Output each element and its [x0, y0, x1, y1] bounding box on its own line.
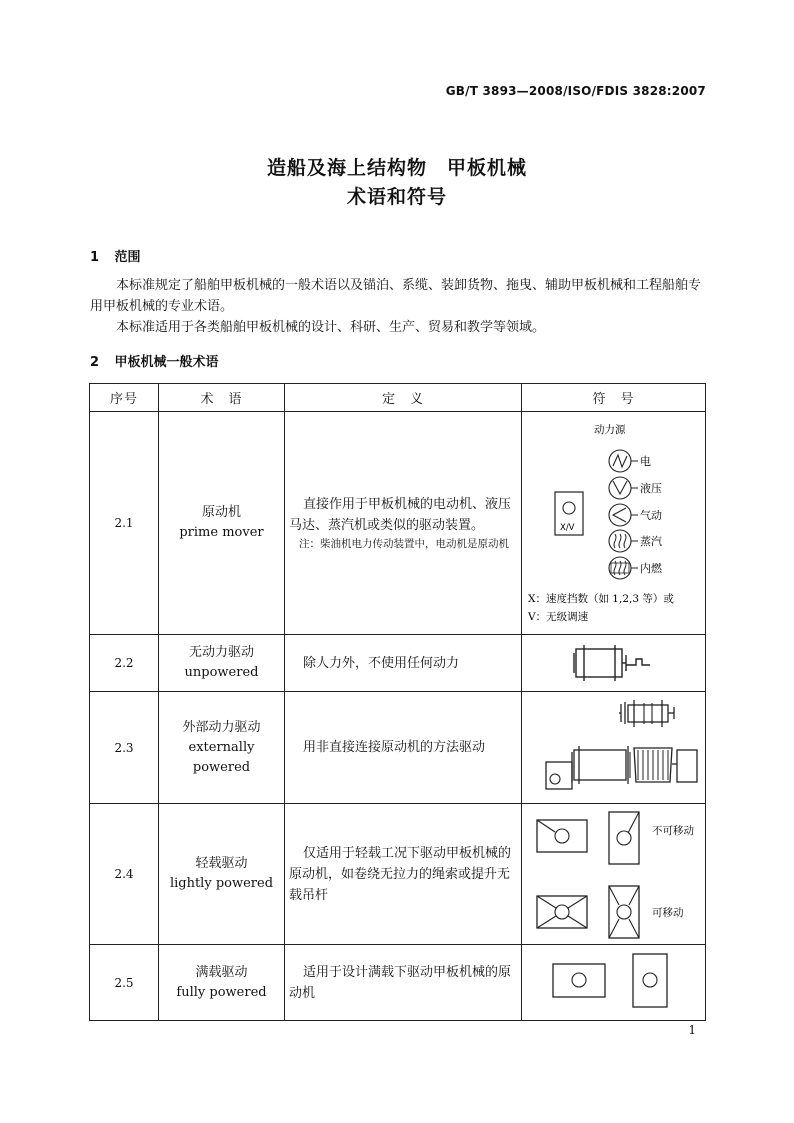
- row-number: 2.3: [90, 692, 159, 804]
- movable-label: 可移动: [652, 907, 684, 919]
- term-cell: [159, 635, 285, 692]
- source-label: 气动: [640, 509, 662, 522]
- prime-mover-symbol: [522, 412, 706, 634]
- fixed-vertical-icon: [633, 954, 667, 1007]
- definition-text: 适用于设计满载下驱动甲板机械的原动机: [289, 964, 512, 1001]
- source-label: 液压: [640, 482, 662, 495]
- term-cell: [159, 412, 285, 635]
- document-title: 造船及海上结构物 甲板机械: [266, 157, 527, 179]
- fixed-label: 不可移动: [652, 825, 694, 837]
- symbol-cell: [522, 692, 706, 804]
- source-label: 电: [640, 455, 651, 468]
- row-number: 2.5: [90, 945, 159, 1021]
- section-number: 1: [90, 250, 100, 265]
- table-header-row: [90, 384, 706, 412]
- document-subtitle: 术语和符号: [346, 186, 447, 208]
- definition-cell: [285, 412, 522, 635]
- symbol-cell: [522, 412, 706, 635]
- externally-powered-icon: [522, 692, 706, 803]
- definition-text: 直接作用于甲板机械的电动机、液压马达、蒸汽机或类似的驱动装置。: [289, 496, 512, 533]
- section-title: 甲板机械一般术语: [114, 355, 219, 370]
- definition-text: 除人力外，不使用任何动力: [303, 655, 460, 671]
- table-row: [90, 412, 706, 635]
- legend-x: X：速度挡数（如 1,2,3 等）或: [528, 593, 674, 605]
- term-en: fully powered: [176, 984, 267, 1000]
- row-number: 2.2: [90, 635, 159, 692]
- definition-text: 仅适用于轻载工况下驱动甲板机械的原动机，如卷绕无拉力的绳索或提升无载吊杆: [289, 845, 512, 903]
- term-zh: 轻载驱动: [195, 856, 248, 871]
- terms-table: [89, 383, 706, 1021]
- power-source-label: 动力源: [594, 424, 626, 436]
- header-symbol: 符 号: [522, 384, 706, 412]
- table-row: [90, 804, 706, 945]
- legend-v: V：无级调速: [528, 611, 589, 623]
- definition-note: 注：柴油机电力传动装置中，电动机是原动机: [299, 537, 509, 550]
- unpowered-winch-icon: [522, 635, 706, 691]
- hydraulic-icon: [609, 477, 631, 499]
- term-zh: 外部动力驱动: [182, 719, 261, 735]
- header-definition: 定 义: [285, 384, 522, 412]
- header-no: 序号: [90, 384, 159, 412]
- table-row: [90, 635, 706, 692]
- term-en: unpowered: [184, 665, 259, 680]
- fully-powered-symbols: [522, 945, 706, 1020]
- motor-box-label: X/V: [560, 523, 575, 533]
- definition-cell: [285, 635, 522, 692]
- source-label: 蒸汽: [640, 535, 662, 548]
- section-1-heading: [90, 246, 141, 265]
- section-title: 范围: [114, 250, 141, 265]
- term-zh: 原动机: [201, 505, 241, 520]
- term-zh: 满载驱动: [195, 964, 248, 980]
- definition-text: 用非直接连接原动机的方法驱动: [303, 740, 486, 755]
- row-number: 2.4: [90, 804, 159, 945]
- term-cell: [159, 945, 285, 1021]
- symbol-cell: [522, 804, 706, 945]
- term-zh: 无动力驱动: [188, 645, 254, 660]
- symbol-cell: [522, 635, 706, 692]
- table-row: [90, 945, 706, 1021]
- section-2-heading: [90, 351, 219, 370]
- section-number: 2: [90, 355, 100, 370]
- standard-code: GB/T 3893—2008/ISO/FDIS 3828:2007: [445, 84, 706, 98]
- scope-paragraph-1: 本标准规定了船舶甲板机械的一般术语以及锚泊、系缆、装卸货物、拖曳、辅助甲板机械和工程船舶专用甲板机械的专业术语。: [90, 278, 702, 314]
- definition-cell: [285, 692, 522, 804]
- symbol-cell: [522, 945, 706, 1021]
- term-en: externally powered: [188, 739, 255, 775]
- definition-cell: [285, 945, 522, 1021]
- term-cell: [159, 804, 285, 945]
- term-en: prime mover: [179, 525, 264, 540]
- scope-paragraph-2: 本标准适用于各类船舶甲板机械的设计、科研、生产、贸易和教学等领域。: [116, 320, 546, 335]
- fixed-horizontal-icon: [553, 964, 605, 997]
- row-number: 2.1: [90, 412, 159, 635]
- source-label: 内燃: [640, 562, 662, 575]
- motor-circle-icon: [563, 502, 575, 514]
- page-number: 1: [688, 1023, 696, 1037]
- term-en: lightly powered: [169, 876, 274, 891]
- header-term: 术 语: [159, 384, 285, 412]
- term-cell: [159, 692, 285, 804]
- table-row: [90, 692, 706, 804]
- lightly-powered-symbols: [522, 804, 706, 944]
- definition-cell: [285, 804, 522, 945]
